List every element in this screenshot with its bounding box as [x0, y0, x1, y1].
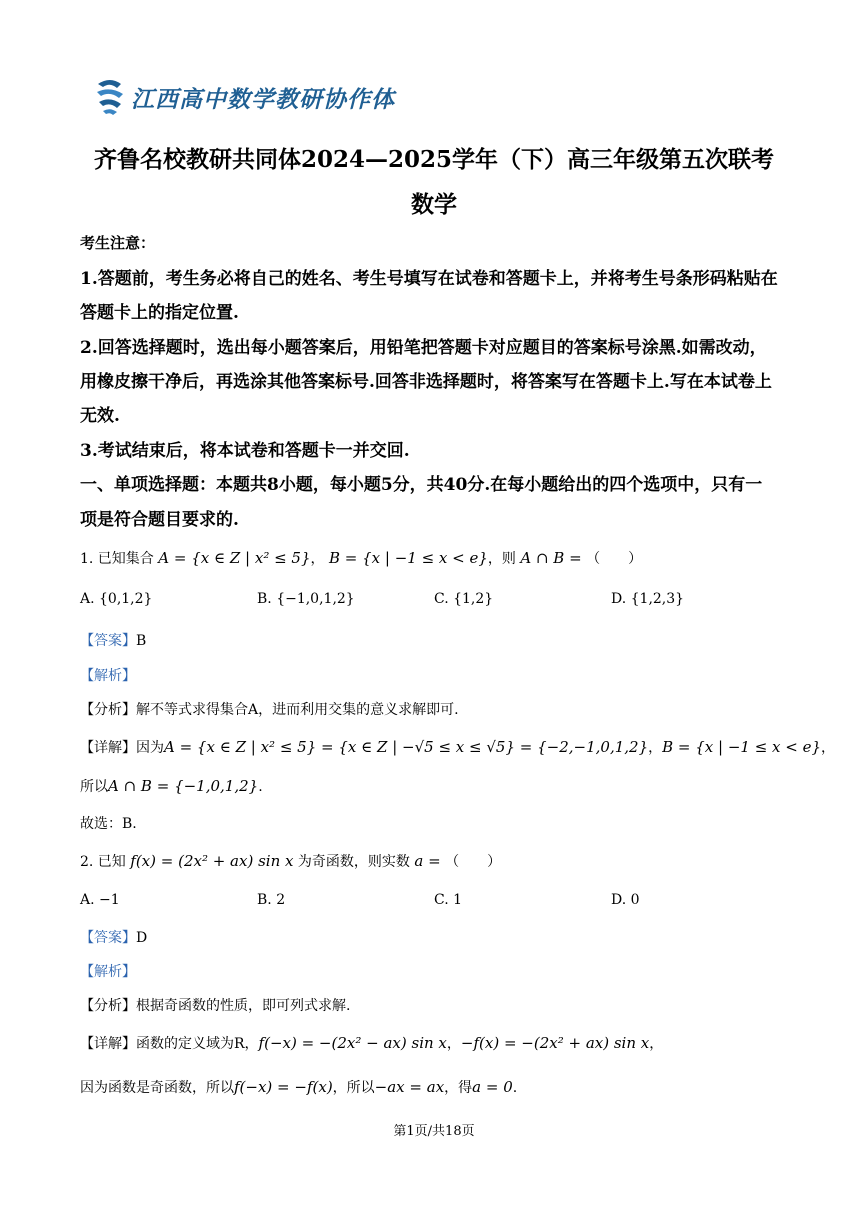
q1-option-b: B. {−1,0,1,2}: [257, 591, 355, 607]
q2-option-d: D. 0: [611, 892, 640, 908]
notice-item1-line1: 1.答题前，考生务必将自己的姓名、考生号填写在试卷和答题卡上，并将考生号条形码粘贴在: [80, 269, 778, 289]
notice-item2-line3: 无效.: [80, 406, 120, 426]
q1-so-prefix: 所以: [80, 779, 108, 795]
q1-set-a: A = {x ∈ Z | x² ≤ 5}: [158, 549, 311, 567]
q2-answer: D: [136, 930, 148, 946]
q1-detail-math: A = {x ∈ Z | x² ≤ 5} = {x ∈ Z | −√5 ≤ x ≤ √5} = {−2,−1,0,1,2}: [164, 738, 649, 756]
q1-stem-prefix: 1. 已知集合: [80, 551, 154, 567]
q2-last-prefix: 因为函数是奇函数，所以: [80, 1080, 234, 1096]
q1-answer: B: [136, 633, 147, 649]
q2-detail: [80, 1033, 663, 1053]
q2-detail-math2: −f(x) = −(2x² + ax) sin x: [460, 1034, 650, 1052]
q1-set-b: B = {x | −1 ≤ x < e}: [328, 549, 488, 567]
q1-option-c: C. {1,2}: [434, 591, 494, 607]
q2-stem: [80, 851, 501, 871]
q1-fenxi-tag: 【分析】: [80, 702, 136, 718]
q1-so: [80, 776, 263, 796]
q2-option-b: B. 2: [257, 892, 286, 908]
q1-expr: A ∩ B =: [520, 549, 582, 567]
q2-func: f(x) = (2x² + ax) sin x: [130, 852, 294, 870]
logo-icon: [95, 78, 125, 116]
q1-detail-end: ，: [821, 740, 836, 756]
q2-detail-end: ，: [649, 1036, 664, 1052]
q1-fenxi: [80, 699, 459, 719]
q1-stem: [80, 548, 642, 568]
q2-last-mid2: ，得: [444, 1080, 473, 1096]
exam-subject: 数学: [411, 191, 457, 218]
q2-stem-mid: 为奇函数，则实数: [297, 854, 410, 870]
section1-line2: 项是符合题目要求的.: [80, 510, 239, 530]
exam-title: 齐鲁名校教研共同体2024—2025学年（下）高三年级第五次联考: [93, 146, 775, 173]
q1-answer-tag: 【答案】: [80, 633, 136, 649]
notice-item3: 3.考试结束后，将本试卷和答题卡一并交回.: [80, 441, 410, 461]
q1-comma: ，: [310, 551, 325, 567]
page-footer: 第1页/共18页: [393, 1124, 475, 1139]
q2-fenxi-tag: 【分析】: [80, 998, 136, 1014]
q1-paren: （ ）: [586, 551, 643, 567]
q2-last-mid: ，所以: [332, 1080, 375, 1096]
q2-stem-prefix: 2. 已知: [80, 854, 126, 870]
q2-var: a =: [414, 852, 441, 870]
q2-answer-tag: 【答案】: [80, 930, 136, 946]
notice-item2-line1: 2.回答选择题时，选出每小题答案后，用铅笔把答题卡对应题目的答案标号涂黑.如需改动，: [80, 338, 767, 358]
q2-fenxi: [80, 995, 350, 1015]
q2-last-end: .: [512, 1080, 518, 1096]
q1-detail-math2: B = {x | −1 ≤ x < e}: [662, 738, 822, 756]
notice-heading: 考生注意：: [80, 234, 156, 252]
q1-so-math: A ∩ B = {−1,0,1,2}: [108, 777, 259, 795]
q1-option-d: D. {1,2,3}: [611, 591, 685, 607]
q1-choose: 故选：B.: [80, 816, 137, 832]
q1-detail-tag: 【详解】: [80, 740, 136, 756]
q2-fenxi-text: 根据奇函数的性质，即可列式求解.: [136, 998, 351, 1014]
q1-option-a: A. {0,1,2}: [80, 591, 153, 607]
q2-last-math3: a = 0: [472, 1078, 513, 1096]
q2-last-math2: −ax = ax: [374, 1078, 445, 1096]
notice-item2-line2: 用橡皮擦干净后，再选涂其他答案标号.回答非选择题时，将答案写在答题卡上.写在本试卷上: [80, 372, 772, 392]
q2-answer-line: [80, 927, 147, 947]
q2-analysis-label: 【解析】: [80, 964, 136, 980]
q2-detail-math: f(−x) = −(2x² − ax) sin x: [258, 1034, 447, 1052]
q2-last-math1: f(−x) = −f(x): [234, 1078, 333, 1096]
q2-last: [80, 1077, 517, 1097]
q1-detail-sep: ，: [648, 740, 663, 756]
q2-detail-tag: 【详解】: [80, 1036, 136, 1052]
q1-detail-prefix: 因为: [136, 740, 164, 756]
q1-detail: [80, 737, 835, 757]
q1-analysis-label: 【解析】: [80, 668, 136, 684]
q1-analysis-tag: [80, 665, 136, 685]
q2-detail-prefix: 函数的定义域为R，: [136, 1036, 259, 1052]
q1-stem-suffix: ，则: [487, 551, 516, 567]
q2-paren: （ ）: [445, 854, 502, 870]
q1-so-end: .: [258, 779, 263, 795]
logo-text: 江西高中数学教研协作体: [131, 85, 395, 113]
q2-option-c: C. 1: [434, 892, 463, 908]
section1-line1: 一、单项选择题：本题共8小题，每小题5分，共40分.在每小题给出的四个选项中，只有一: [80, 475, 763, 495]
q2-analysis-tag: [80, 961, 136, 981]
logo: [95, 78, 395, 116]
q2-option-a: A. −1: [80, 892, 120, 908]
q1-fenxi-text: 解不等式求得集合A，进而利用交集的意义求解即可.: [136, 702, 459, 718]
notice-item1-line2: 答题卡上的指定位置.: [80, 303, 239, 323]
q2-detail-sep: ，: [446, 1036, 461, 1052]
q1-answer-line: [80, 630, 146, 650]
